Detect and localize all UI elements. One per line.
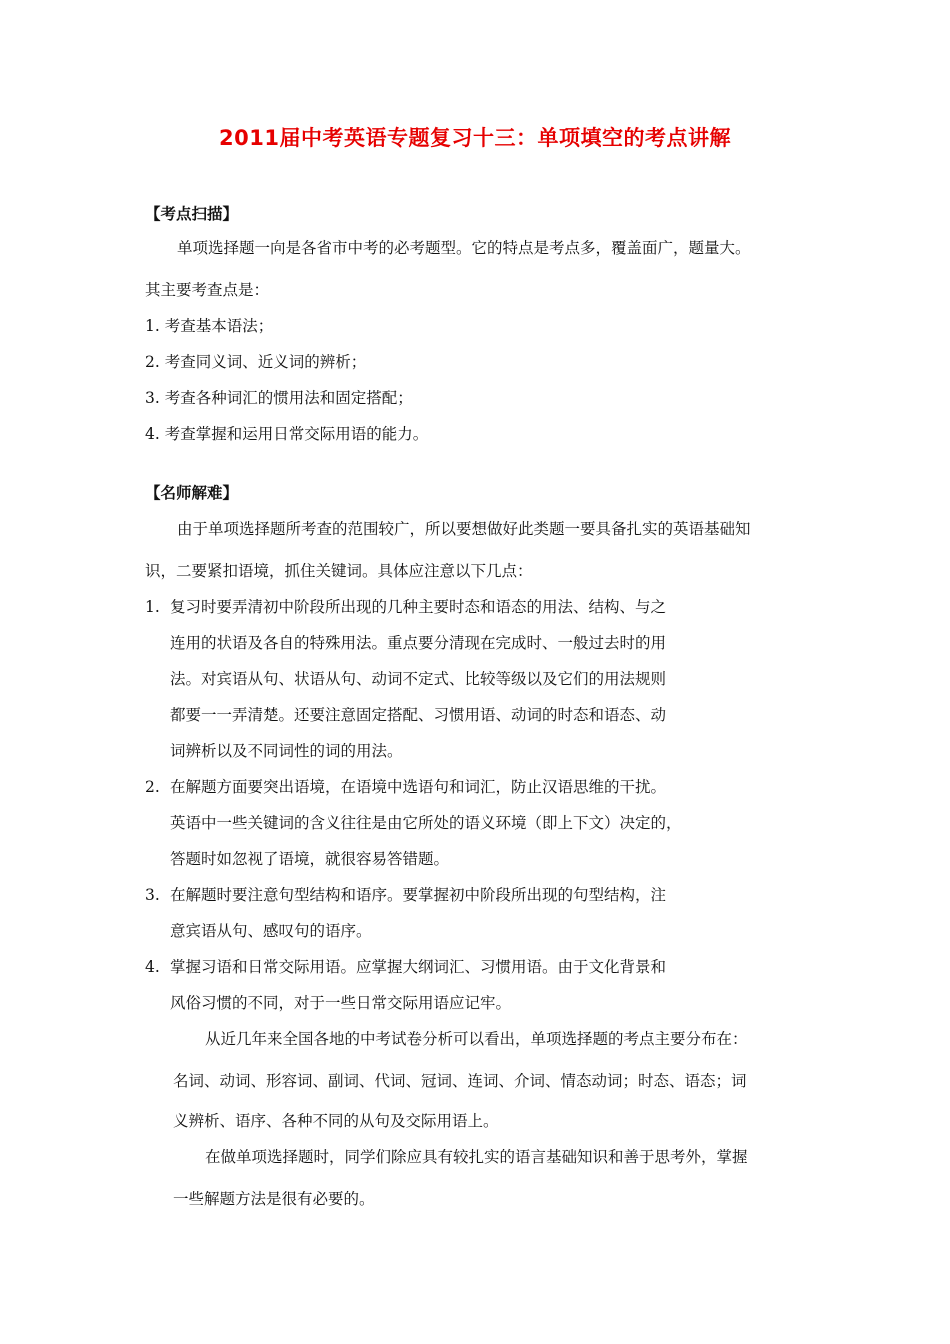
list-item-line: 掌握习语和日常交际用语。应掌握大纲词汇、习惯用语。由于文化背景和	[170, 958, 667, 976]
list-item-line: 法。对宾语从句、状语从句、动词不定式、比较等级以及它们的用法规则	[170, 670, 667, 688]
list-item-number: 4.	[145, 958, 160, 976]
paragraph-line: 单项选择题一向是各省市中考的必考题型。它的特点是考点多，覆盖面广，题量大。	[177, 239, 751, 257]
paragraph-line: 其主要考查点是：	[145, 281, 270, 299]
list-item: 2. 考查同义词、近义词的辨析；	[145, 353, 367, 371]
list-item-line: 词辨析以及不同词性的词的用法。	[170, 742, 403, 760]
paragraph-line: 识，二要紧扣语境，抓住关键词。具体应注意以下几点：	[145, 562, 533, 580]
list-item-number: 3.	[145, 886, 160, 904]
list-item-line: 在解题方面要突出语境，在语境中选语句和词汇，防止汉语思维的干扰。	[170, 778, 667, 796]
list-item-line: 复习时要弄清初中阶段所出现的几种主要时态和语态的用法、结构、与之	[170, 598, 667, 616]
paragraph-line: 在做单项选择题时，同学们除应具有较扎实的语言基础知识和善于思考外，掌握	[205, 1148, 748, 1166]
paragraph-line: 名词、动词、形容词、副词、代词、冠词、连词、介词、情态动词；时态、语态；词	[173, 1072, 747, 1090]
list-item-line: 英语中一些关键词的含义往往是由它所处的语义环境（即上下文）决定的，	[170, 814, 682, 832]
list-item-line: 在解题时要注意句型结构和语序。要掌握初中阶段所出现的句型结构，注	[170, 886, 667, 904]
list-item: 1. 考查基本语法；	[145, 317, 274, 335]
list-item-number: 2.	[145, 778, 160, 796]
list-item: 3. 考查各种词汇的惯用法和固定搭配；	[145, 389, 413, 407]
section-heading-tips: 【名师解难】	[145, 484, 239, 502]
list-item-number: 1.	[145, 598, 160, 616]
list-item-line: 连用的状语及各自的特殊用法。重点要分清现在完成时、一般过去时的用	[170, 634, 667, 652]
list-item-line: 意宾语从句、感叹句的语序。	[170, 922, 372, 940]
list-item-line: 都要一一弄清楚。还要注意固定搭配、习惯用语、动词的时态和语态、动	[170, 706, 667, 724]
document-title: 2011届中考英语专题复习十三：单项填空的考点讲解	[219, 126, 731, 150]
paragraph-line: 义辨析、语序、各种不同的从句及交际用语上。	[173, 1112, 499, 1130]
list-item: 4. 考查掌握和运用日常交际用语的能力。	[145, 425, 429, 443]
paragraph-line: 由于单项选择题所考查的范围较广，所以要想做好此类题一要具备扎实的英语基础知	[177, 520, 751, 538]
section-heading-scan: 【考点扫描】	[145, 205, 239, 223]
paragraph-line: 一些解题方法是很有必要的。	[173, 1190, 375, 1208]
list-item-line: 答题时如忽视了语境，就很容易答错题。	[170, 850, 450, 868]
list-item-line: 风俗习惯的不同，对于一些日常交际用语应记牢。	[170, 994, 512, 1012]
paragraph-line: 从近几年来全国各地的中考试卷分析可以看出，单项选择题的考点主要分布在：	[205, 1030, 748, 1048]
